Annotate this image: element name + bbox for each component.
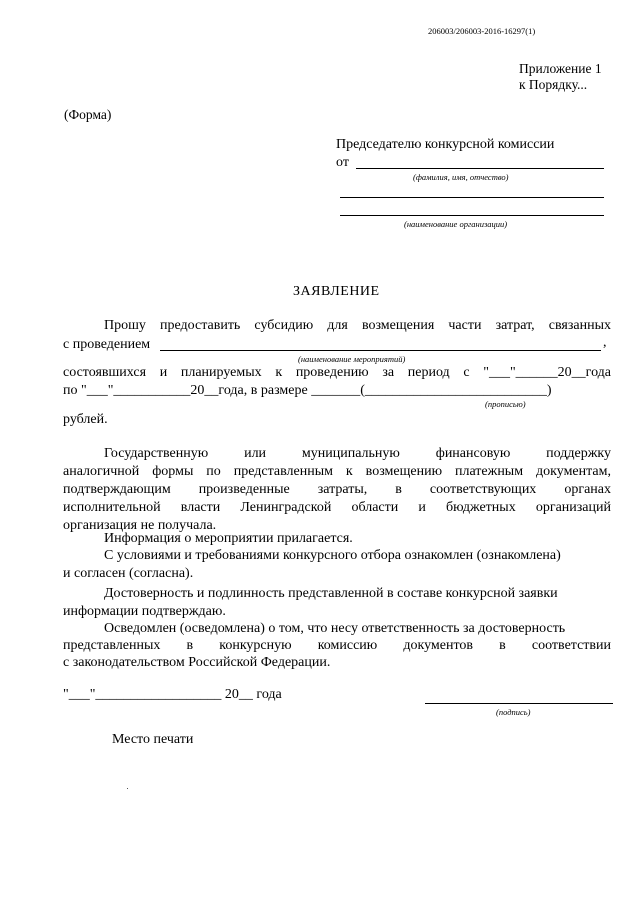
signature-caption: (подпись) — [496, 707, 531, 717]
request-line-2-suffix: , — [603, 335, 607, 350]
name-caption: (фамилия, имя, отчество) — [413, 172, 509, 182]
request-line-5: рублей. — [63, 412, 108, 427]
signature-date: "___"__________________ 20__ года — [63, 687, 282, 702]
responsibility-line-1: Осведомлен (осведомлена) о том, что несу ответственность за достоверность — [104, 621, 566, 636]
scan-speck — [127, 788, 128, 789]
conditions-line-1: С условиями и требованиями конкурсного отбора ознакомлен (ознакомлена) — [104, 548, 561, 563]
org-line-2 — [340, 215, 604, 216]
request-line-1: Прошу предоставить субсидию для возмещения части затрат, связанных — [104, 318, 611, 333]
support-line-2: аналогичной формы по представленным к возмещению платежным документам, — [63, 464, 611, 479]
org-line-1 — [340, 197, 604, 198]
responsibility-line-2: представленных в конкурсную комиссию документов в соответствии — [63, 638, 611, 653]
support-line-5: организация не получала. — [63, 518, 217, 533]
signature-line — [425, 703, 613, 704]
support-line-3: подтверждающим произведенные затраты, в соответствующих органах — [63, 482, 611, 497]
conditions-line-2: и согласен (согласна). — [63, 566, 194, 581]
appendix-line-1: Приложение 1 — [519, 61, 602, 76]
addressee-from: от — [336, 155, 349, 170]
info-line: Информация о мероприятии прилагается. — [104, 531, 353, 546]
name-line — [356, 168, 604, 169]
form-label: (Форма) — [64, 107, 112, 122]
reliability-line-2: информации подтверждаю. — [63, 604, 226, 619]
request-line-4: по "___"___________20__года, в размере _______(__________________________) — [63, 383, 552, 398]
request-line-2-prefix: с проведением — [63, 337, 151, 352]
amount-caption: (прописью) — [485, 399, 526, 409]
document-id: 206003/206003-2016-16297(1) — [428, 26, 536, 36]
addressee-to: Председателю конкурсной комиссии — [336, 137, 555, 152]
responsibility-line-3: с законодательством Российской Федерации. — [63, 655, 331, 670]
document-title: ЗАЯВЛЕНИЕ — [293, 284, 380, 299]
support-line-4: исполнительной власти Ленинградской области и бюджетных организаций — [63, 500, 611, 515]
reliability-line-1: Достоверность и подлинность представленной в составе конкурсной заявки — [104, 586, 558, 601]
appendix-line-2: к Порядку... — [519, 77, 588, 92]
event-caption: (наименование мероприятий) — [298, 354, 406, 364]
event-line — [160, 350, 601, 351]
support-line-1: Государственную или муниципальную финансовую поддержку — [104, 446, 611, 461]
org-caption: (наименование организации) — [404, 219, 508, 229]
request-line-3: состоявшихся и планируемых к проведению за период с "___"______20__года — [63, 365, 611, 380]
seal-label: Место печати — [112, 732, 194, 747]
